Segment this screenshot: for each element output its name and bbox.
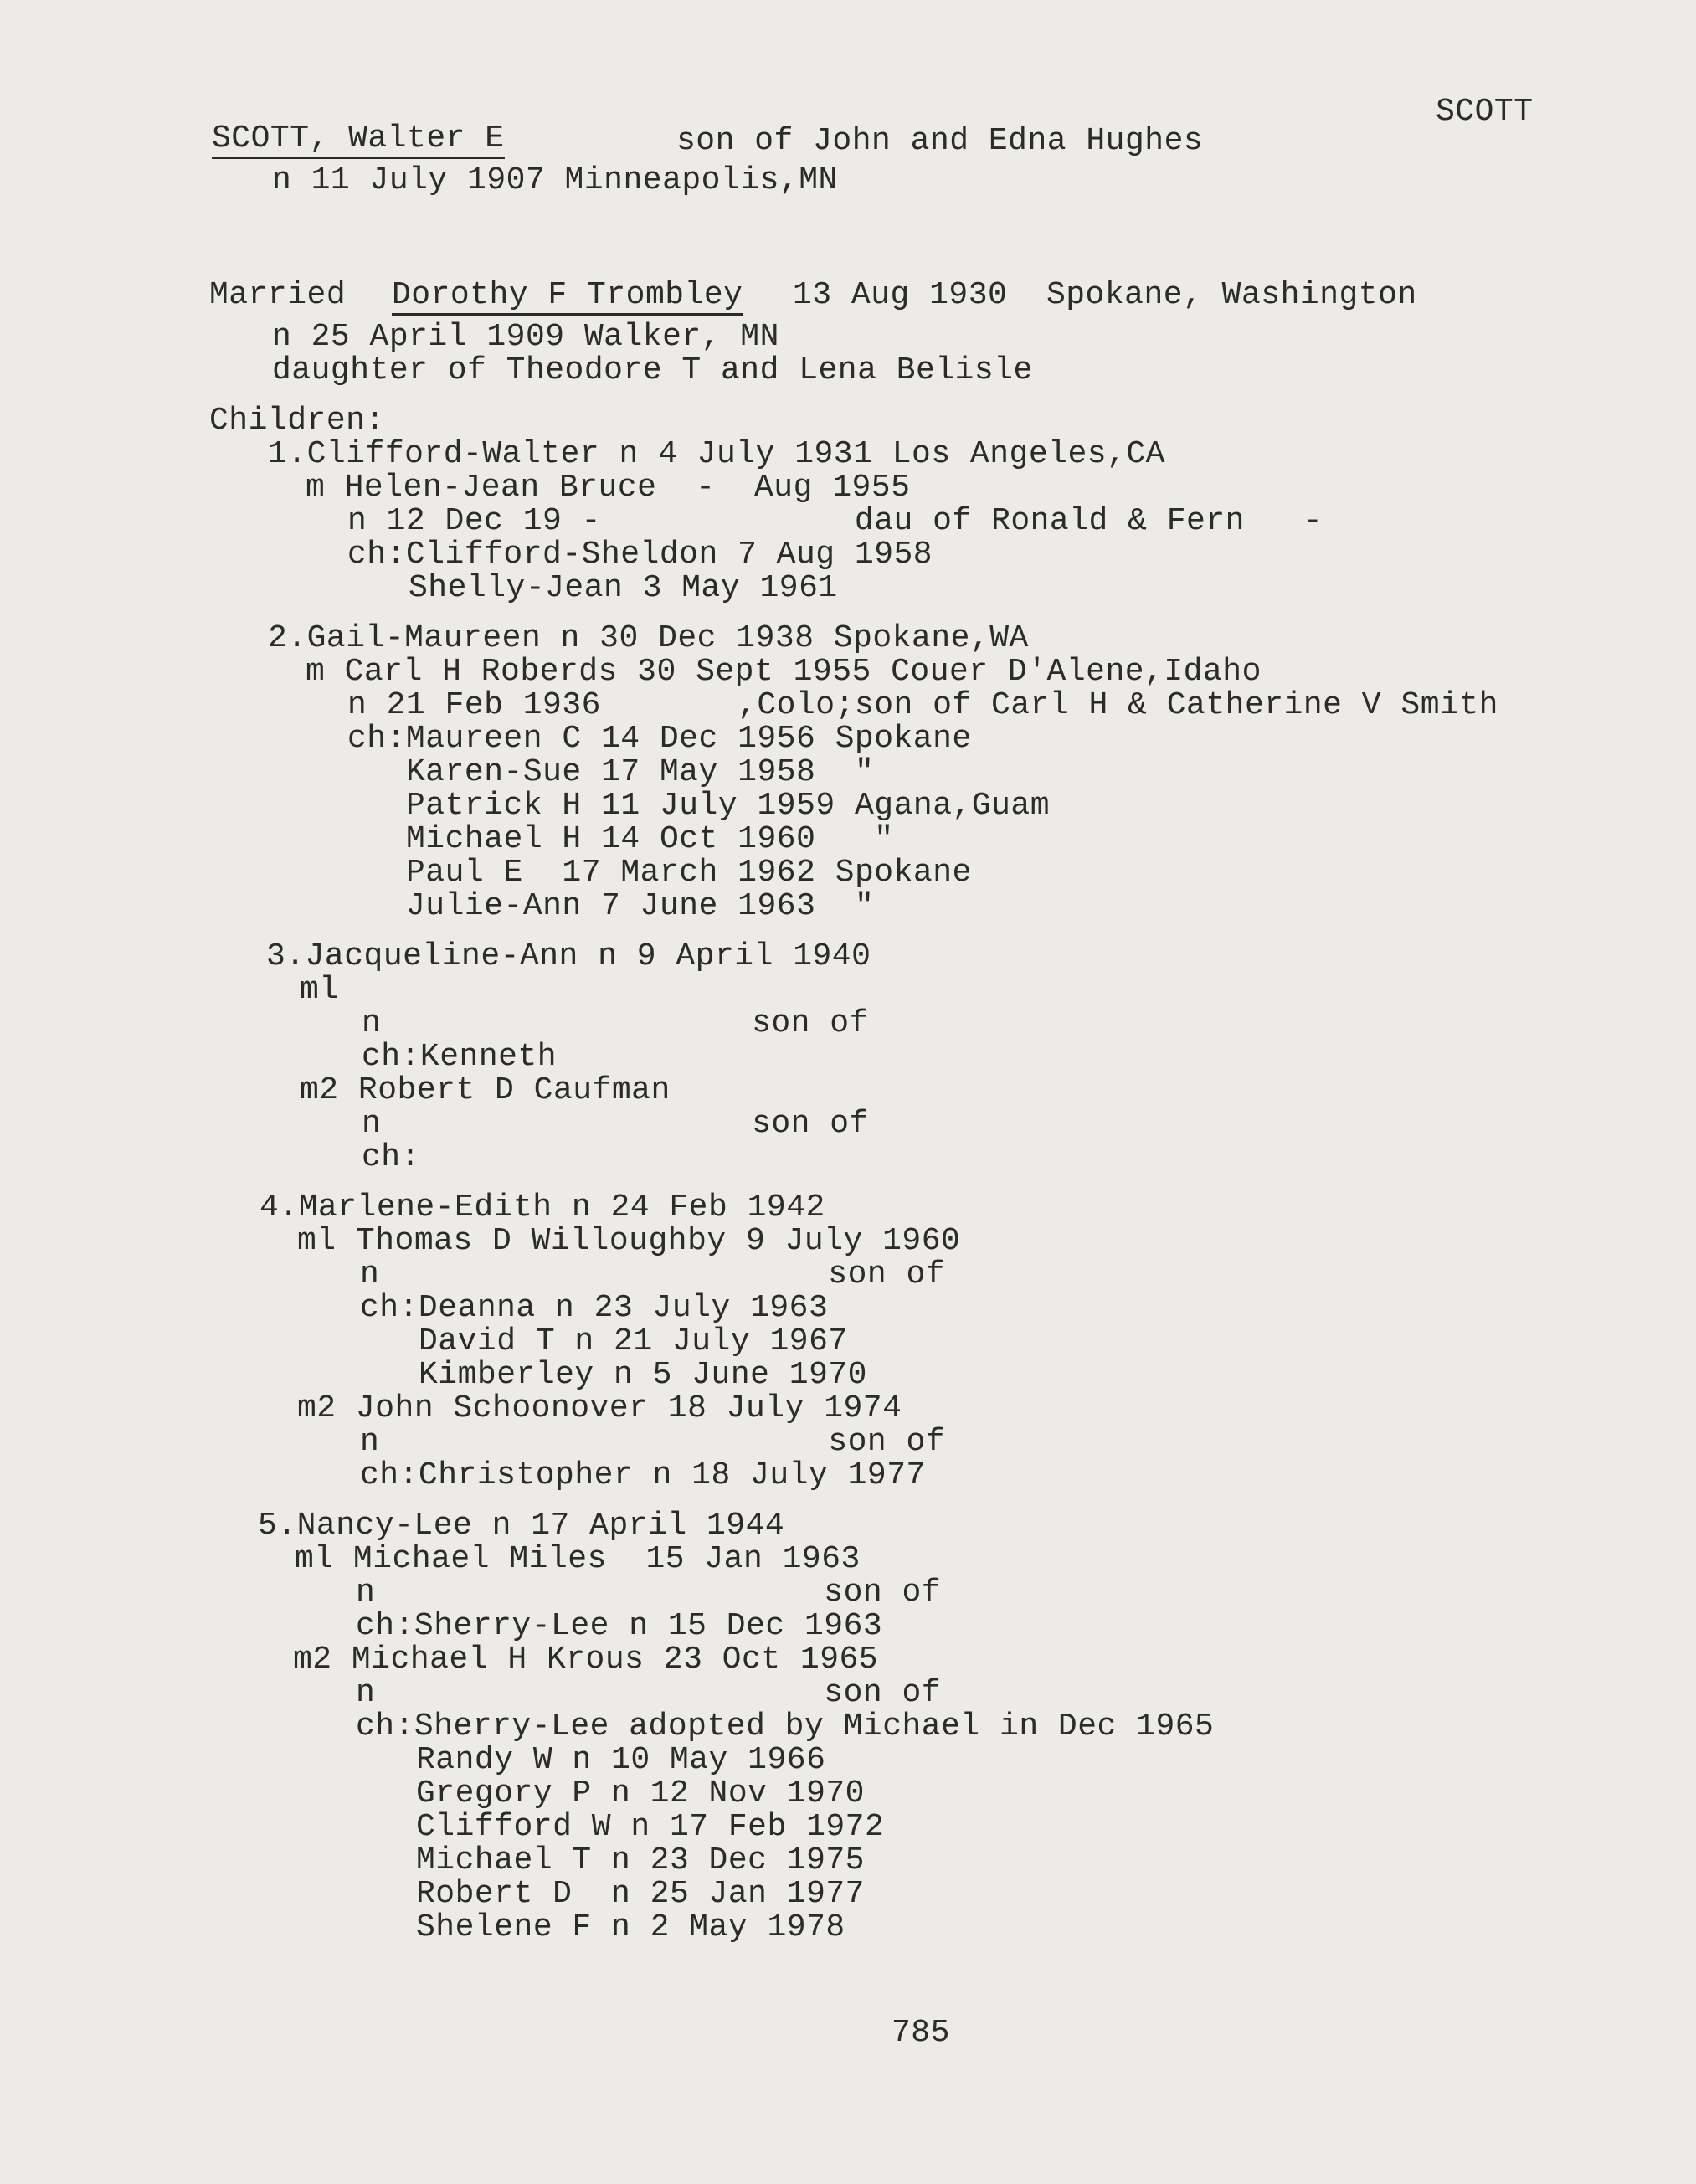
child-1-line: m Helen-Jean Bruce - Aug 1955	[306, 470, 911, 506]
child-4-line: ch:Christopher n 18 July 1977	[360, 1457, 926, 1493]
child-2-line: Julie-Ann 7 June 1963 "	[406, 888, 875, 924]
children-label: Children:	[209, 403, 385, 439]
child-3-line: n son of	[362, 1106, 869, 1142]
child-1-line: 1.Clifford-Walter n 4 July 1931 Los Angeles,CA	[268, 436, 1165, 472]
child-5-line: Shelene F n 2 May 1978	[416, 1909, 845, 1945]
child-2-line: n 21 Feb 1936 ,Colo;son of Carl H & Catherine V Smith	[347, 687, 1498, 723]
child-3-line: m2 Robert D Caufman	[300, 1072, 671, 1108]
child-2-line: Paul E 17 March 1962 Spokane	[406, 855, 972, 891]
child-4-line: ch:Deanna n 23 July 1963	[360, 1290, 829, 1326]
child-5-line: n son of	[356, 1575, 942, 1611]
child-2-line: Patrick H 11 July 1959 Agana,Guam	[406, 788, 1051, 824]
child-4-line: ml Thomas D Willoughby 9 July 1960	[297, 1223, 961, 1259]
child-5-line: Gregory P n 12 Nov 1970	[416, 1775, 865, 1811]
child-2-line: m Carl H Roberds 30 Sept 1955 Couer D'Alene,Idaho	[306, 654, 1262, 690]
spouse-name: Dorothy F Trombley	[392, 280, 743, 316]
child-5-line: m2 Michael H Krous 23 Oct 1965	[293, 1642, 879, 1678]
child-5-line: ml Michael Miles 15 Jan 1963	[295, 1541, 861, 1577]
spouse-birth: n 25 April 1909 Walker, MN	[272, 319, 779, 355]
child-4-line: n son of	[360, 1256, 946, 1292]
child-1-line: Shelly-Jean 3 May 1961	[409, 570, 838, 606]
child-2-line: 2.Gail-Maureen n 30 Dec 1938 Spokane,WA	[268, 620, 1029, 656]
child-4-line: m2 John Schoonover 18 July 1974	[297, 1390, 902, 1426]
child-3-line: ch:	[362, 1139, 420, 1175]
child-5-line: Robert D n 25 Jan 1977	[416, 1876, 865, 1912]
child-4-line: n son of	[360, 1424, 946, 1460]
child-3-line: 3.Jacqueline-Ann n 9 April 1940	[266, 938, 871, 974]
subject-parents: son of John and Edna Hughes	[676, 123, 1204, 159]
married-label: Married	[209, 277, 347, 313]
child-5-line: Randy W n 10 May 1966	[416, 1742, 826, 1778]
child-1-line: n 12 Dec 19 - dau of Ronald & Fern -	[347, 503, 1323, 539]
spouse-parents: daughter of Theodore T and Lena Belisle	[272, 352, 1033, 388]
child-4-line: Kimberley n 5 June 1970	[419, 1357, 867, 1393]
child-4-line: 4.Marlene-Edith n 24 Feb 1942	[260, 1190, 825, 1226]
child-5-line: Michael T n 23 Dec 1975	[416, 1842, 865, 1878]
child-2-line: Michael H 14 Oct 1960 "	[406, 821, 894, 857]
marriage-details: 13 Aug 1930 Spokane, Washington	[793, 277, 1417, 313]
child-2-line: ch:Maureen C 14 Dec 1956 Spokane	[347, 721, 972, 757]
child-5-line: ch:Sherry-Lee adopted by Michael in Dec 1965	[356, 1709, 1215, 1745]
surname-tab: SCOTT	[1436, 94, 1534, 130]
child-3-line: ch:Kenneth	[362, 1039, 558, 1075]
subject-birth: n 11 July 1907 Minneapolis,MN	[272, 162, 838, 198]
page-number: 785	[892, 2015, 950, 2051]
child-3-line: n son of	[362, 1005, 869, 1041]
child-5-line: n son of	[356, 1675, 942, 1711]
child-5-line: Clifford W n 17 Feb 1972	[416, 1809, 885, 1845]
child-5-line: 5.Nancy-Lee n 17 April 1944	[258, 1508, 785, 1544]
subject-name: SCOTT, Walter E	[212, 123, 505, 159]
child-5-line: ch:Sherry-Lee n 15 Dec 1963	[356, 1608, 883, 1644]
child-2-line: Karen-Sue 17 May 1958 "	[406, 754, 875, 790]
child-4-line: David T n 21 July 1967	[419, 1323, 848, 1359]
child-1-line: ch:Clifford-Sheldon 7 Aug 1958	[347, 537, 933, 573]
child-3-line: ml	[300, 972, 339, 1008]
